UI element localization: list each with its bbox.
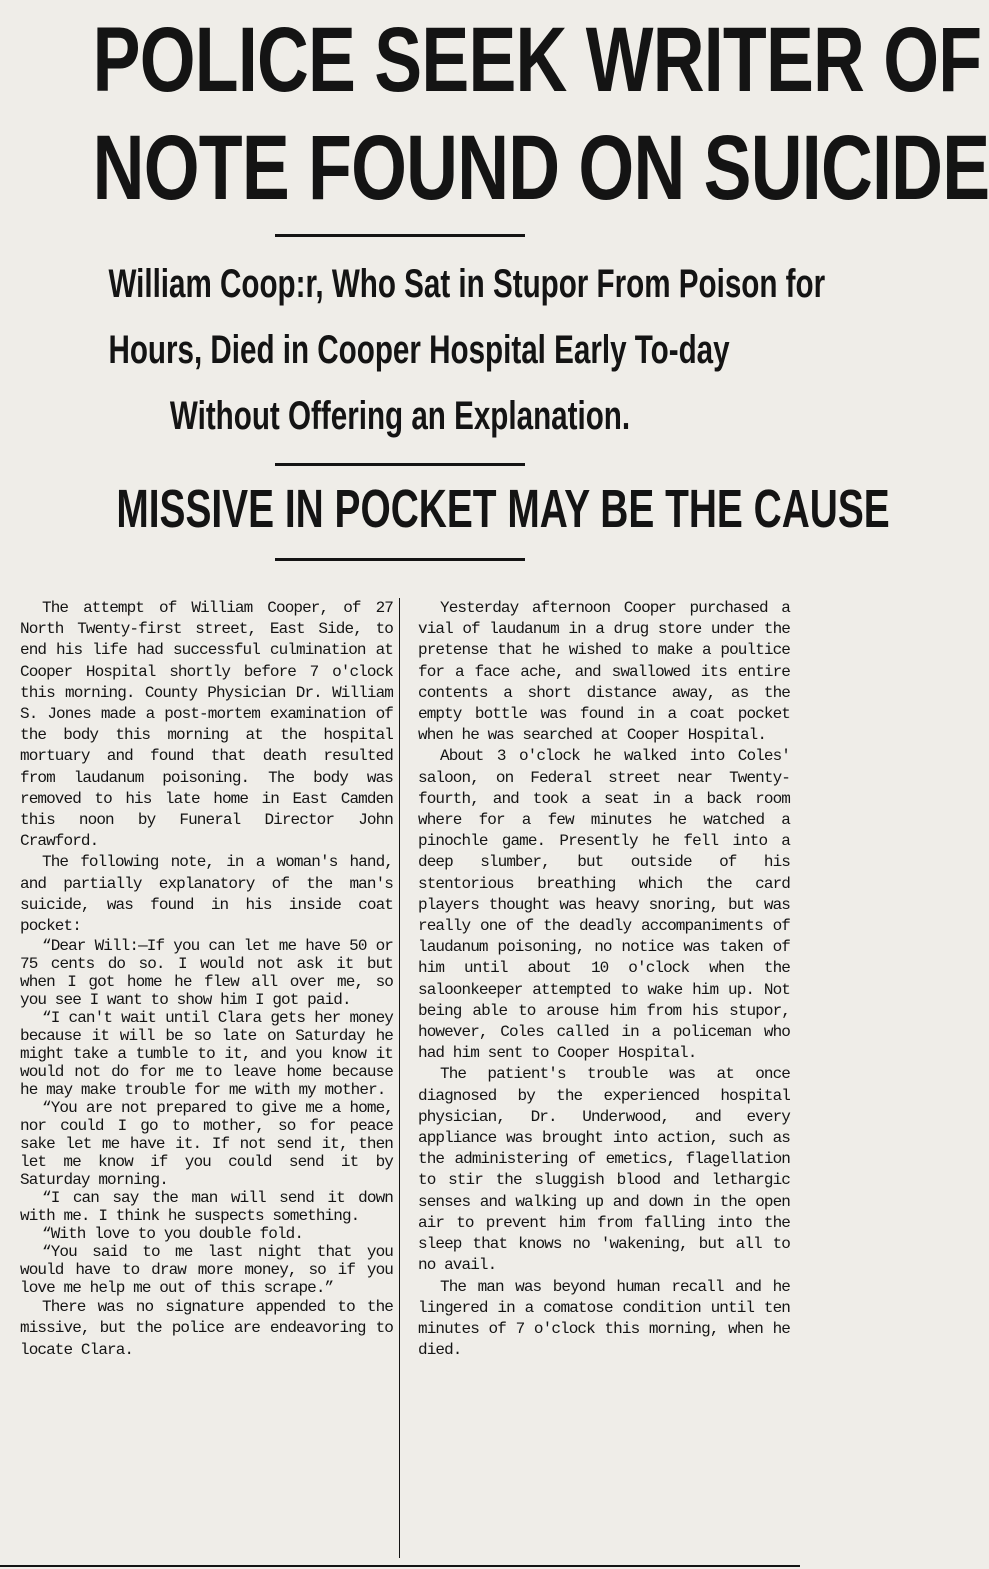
paragraph: The patient's trouble was at once diagnosed by the experienced hospital physician, Dr. Underwood, and every appliance was brought into action, such as the administering of emetics, flagellation to stir the sluggish blood and lethargic senses and walking up and down in the open air to prevent him from falling into the sleep that knows no 'wakening, but all to no avail. (418, 1065, 790, 1275)
article-column-left (20, 598, 400, 1558)
note-paragraph: “You said to me last night that you would have to draw more money, so if you love me help me out of this scrape.” (20, 1243, 393, 1298)
article-column-right (410, 598, 790, 1558)
paragraph: The attempt of William Cooper, of 27 North Twenty-first street, East Side, to end his life had successful culmination at Cooper Hospital shortly before 7 o'clock this morning. County Physician Dr. William S. Jones made a post-mortem examination of the body this morning at the hospital mortuary and found that death resulted from laudanum poisoning. The body was removed to his late home in East Camden this noon by Funeral Director John Crawford. (20, 599, 393, 851)
paragraph: The following note, in a woman's hand, and partially explanatory of the man's suicide, was found in his inside coat pocket: (20, 853, 393, 936)
divider-rule (275, 558, 525, 561)
article-body (20, 598, 790, 1558)
paragraph: There was no signature appended to the missive, but the police are endeavoring to locate Clara. (20, 1298, 393, 1359)
headline-line-2: NOTE FOUND ON SUICIDE (92, 117, 989, 219)
note-paragraph: “I can't wait until Clara gets her money because it will be so late on Saturday he might take a tumble to it, and you know it would not do for me to leave home because he may make trouble for me with my mother. (20, 1009, 393, 1100)
note-paragraph: “I can say the man will send it down with me. I think he suspects something. (20, 1189, 393, 1226)
bottom-border (0, 1565, 800, 1567)
subheadline-line-2: Hours, Died in Cooper Hospital Early To-day (108, 328, 730, 372)
subheadline-line-1: William Coop:r, Who Sat in Stupor From Poison for (108, 262, 826, 306)
note-paragraph: “Dear Will:—If you can let me have 50 or 75 cents do so. I would not ask it but when I got home he flew all over me, so you see I want to show him I got paid. (20, 937, 393, 1010)
subheadline (108, 251, 826, 449)
headline-line-1: POLICE SEEK WRITER OF (92, 9, 982, 111)
paragraph: The man was beyond human recall and he lingered in a comatose condition until ten minutes of 7 o'clock this morning, when he died. (418, 1277, 790, 1360)
note-paragraph: “With love to you double fold. (42, 1225, 304, 1244)
divider-rule (275, 234, 525, 237)
paragraph: Yesterday afternoon Cooper purchased a vial of laudanum in a drug store under the pretense that he wished to make a poultice for a face ache, and swallowed its entire contents a short distance away, as the empty bottle was found in a coat pocket when he was searched at Cooper Hospital. (418, 599, 790, 745)
paragraph: About 3 o'clock he walked into Coles' saloon, on Federal street near Twenty-fourth, and took a seat in a back room where for a few minutes he watched a pinochle game. Presently he fell into a deep slumber, but outside of his stentorious breathing which the card players thought was heavy snoring, but was really one of the deadly accompaniments of laudanum poisoning, no notice was taken of him until about 10 o'clock when the saloonkeeper attempted to wake him up. Not being able to arouse him from his stupor, however, Coles called in a policeman who had him sent to Cooper Hospital. (418, 747, 790, 1063)
headline (92, 0, 989, 222)
subheadline-line-3: Without Offering an Explanation. (169, 394, 631, 438)
note-paragraph: “You are not prepared to give me a home, nor could I go to mother, so for peace sake let me have it. If not send it, then let me know if you could send it by Saturday morning. (20, 1099, 393, 1190)
crossline-headline: MISSIVE IN POCKET MAY BE THE CAUSE (116, 479, 890, 539)
divider-rule (275, 463, 525, 466)
